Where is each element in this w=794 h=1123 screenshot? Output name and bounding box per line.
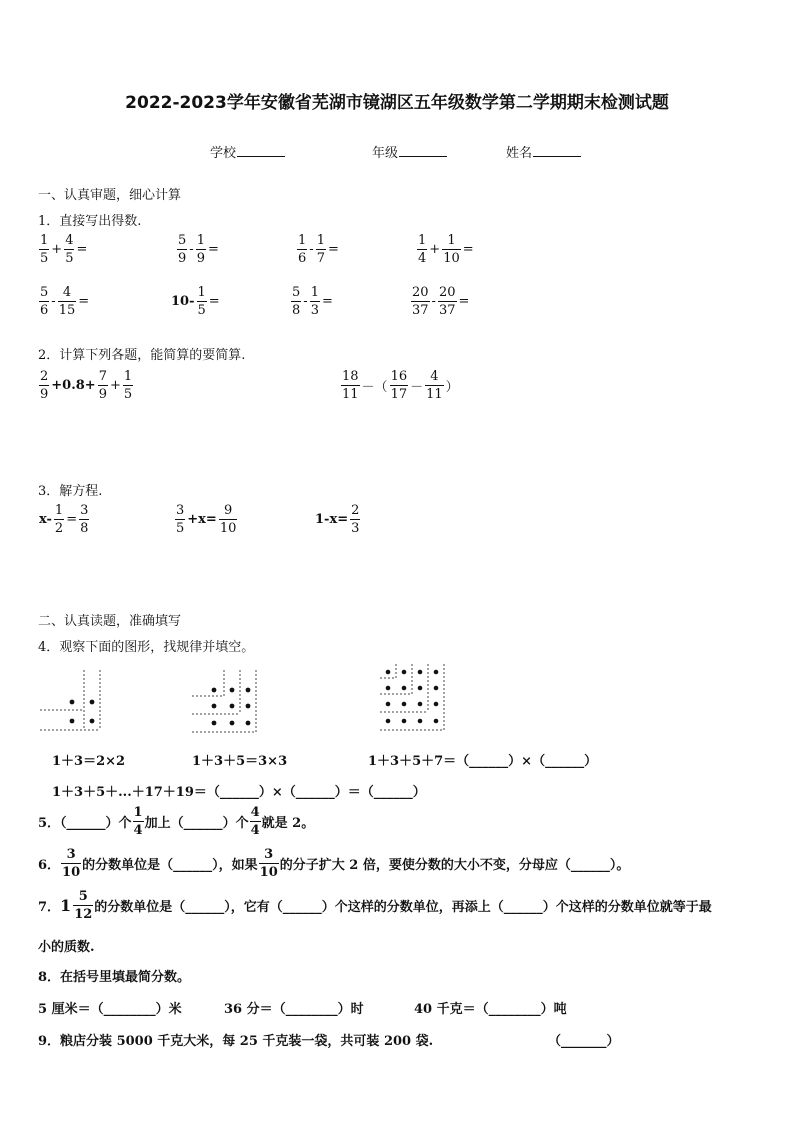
grade-field[interactable]: 年级 — [372, 142, 447, 161]
q1-label: 1．直接写出得数. — [38, 214, 142, 229]
fraction: 3 10 — [62, 847, 81, 880]
q9-text: 9．粮店分装 5000 千克大米，每 25 千克装一袋，共可装 200 袋. — [38, 1034, 434, 1049]
section-2-heading: 二、认真读题，准确填写 — [38, 614, 182, 629]
q2-expr-2: 18 11 －（ 16 17 － 4 11 ） — [342, 369, 459, 402]
fraction: 18 11 — [342, 369, 359, 402]
dot-figure-3 — [378, 662, 454, 734]
q1-expr-4: 1 4 + $\frac{1}{10}$ = — [418, 233, 474, 266]
q4-line-2[interactable]: 1＋3＋5＋...＋17＋19＝（______）×（______）＝（______） — [52, 785, 426, 800]
q2-expr-1: 2 9 +0.8+ $\frac{7}{9}$ + $\frac{1}{5}$ — [40, 369, 133, 402]
dot-figure-2 — [190, 668, 266, 734]
fraction: $\frac{1}{7}$ — [316, 233, 325, 266]
fraction: $\frac{1}{10}$ — [443, 233, 460, 266]
fraction: 20 37 — [412, 285, 429, 318]
q3-equation-2: 3 5 +x= $\frac{9}{10}$ — [176, 503, 237, 536]
fraction: 3 5 — [176, 503, 185, 536]
fraction: $\frac{3}{8}$ — [80, 503, 89, 536]
q1-expr-1: 1 5 + $\frac{4}{5}$ = — [40, 233, 88, 266]
fraction: 16 17 — [390, 369, 408, 402]
q7-line-2: 小的质数. — [38, 940, 95, 955]
fraction: 4 4 — [250, 805, 260, 838]
q1-expr-3: 1 6 - $\frac{1}{7}$ = — [298, 233, 339, 266]
fraction: $\frac{1}{3}$ — [310, 285, 319, 318]
section-1-heading: 一、认真审题，细心计算 — [38, 188, 182, 203]
fraction: 5 9 — [178, 233, 187, 266]
q3-label: 3．解方程. — [38, 484, 103, 499]
fraction: 1 4 — [133, 805, 143, 838]
q6-line[interactable]: 6． 3 10 的分数单位是（______），如果 3 10 的分子扩大 2 倍，要使分数的大小不变，分母应（______）。 — [38, 847, 630, 880]
q4-caption-2: 1＋3＋5＝3×3 — [192, 754, 288, 769]
q1-expr-2: 5 9 - $\frac{1}{9}$ = — [178, 233, 219, 266]
q3-equation-3: 1-x= $\frac{2}{3}$ — [315, 503, 360, 536]
mixed-number: 1 5 12 — [60, 889, 93, 922]
fraction: 1 4 — [418, 233, 427, 266]
fraction: 1 6 — [298, 233, 307, 266]
fraction: 5 8 — [292, 285, 301, 318]
fraction: $\frac{2}{3}$ — [351, 503, 360, 536]
dot-figure-1 — [38, 668, 108, 734]
name-field[interactable]: 姓名 — [506, 142, 581, 161]
fraction: $\frac{4}{5}$ — [65, 233, 74, 266]
q8-item-c[interactable]: 40 千克＝（________）吨 — [414, 1002, 567, 1017]
q8-label: 8．在括号里填最简分数。 — [38, 970, 191, 985]
q5-line[interactable]: 5．（______）个 1 4 加上（______）个 4 4 就是 2。 — [38, 805, 315, 838]
school-blank[interactable] — [237, 143, 285, 157]
q2-label: 2．计算下列各题，能简算的要简算. — [38, 348, 246, 363]
fraction: $\frac{1}{5}$ — [123, 369, 133, 402]
q3-equation-1: x- $\frac{1}{2}$ = $\frac{3}{8}$ — [39, 503, 89, 536]
fraction: 4 11 — [426, 369, 443, 402]
q1-expr-7: 5 8 - $\frac{1}{3}$ = — [292, 285, 333, 318]
fraction: $\frac{9}{10}$ — [219, 503, 237, 536]
q1-expr-6: 10- $\frac{1}{5}$ = — [171, 285, 220, 318]
page-title: 2022-2023学年安徽省芜湖市镜湖区五年级数学第二学期期末检测试题 — [125, 93, 669, 113]
school-field[interactable]: 学校 — [210, 142, 285, 161]
fraction: 2 9 — [40, 369, 49, 402]
fraction: $\frac{1}{5}$ — [197, 285, 206, 318]
q1-expr-5: 5 6 - $\frac{4}{15}$ = — [40, 285, 90, 318]
q8-item-b[interactable]: 36 分＝（________）时 — [224, 1002, 364, 1017]
q1-expr-8: 20 37 - $\frac{20}{37}$ = — [412, 285, 470, 318]
fraction: $\frac{7}{9}$ — [98, 369, 107, 402]
fraction: $\frac{1}{2}$ — [54, 503, 64, 536]
q4-label: 4．观察下面的图形，找规律并填空。 — [38, 640, 255, 655]
q7-line[interactable]: 7． 1 5 12 的分数单位是（______），它有（______）个这样的分数单位，再添上（______）个这样的分数单位就等于最 — [38, 889, 712, 922]
name-blank[interactable] — [533, 143, 581, 157]
q9-answer-blank[interactable]: （_______） — [548, 1034, 620, 1049]
q8-item-a[interactable]: 5 厘米＝（________）米 — [38, 1002, 182, 1017]
grade-blank[interactable] — [399, 143, 447, 157]
q4-caption-1: 1＋3＝2×2 — [52, 754, 126, 769]
fraction: 3 10 — [259, 847, 278, 880]
fraction: $\frac{1}{9}$ — [196, 233, 205, 266]
q4-caption-3[interactable]: 1＋3＋5＋7＝（______）×（______） — [368, 754, 598, 769]
fraction: $\frac{20}{37}$ — [438, 285, 456, 318]
fraction: $\frac{4}{15}$ — [58, 285, 76, 318]
fraction: 5 6 — [40, 285, 49, 318]
fraction: 1 5 — [40, 233, 49, 266]
